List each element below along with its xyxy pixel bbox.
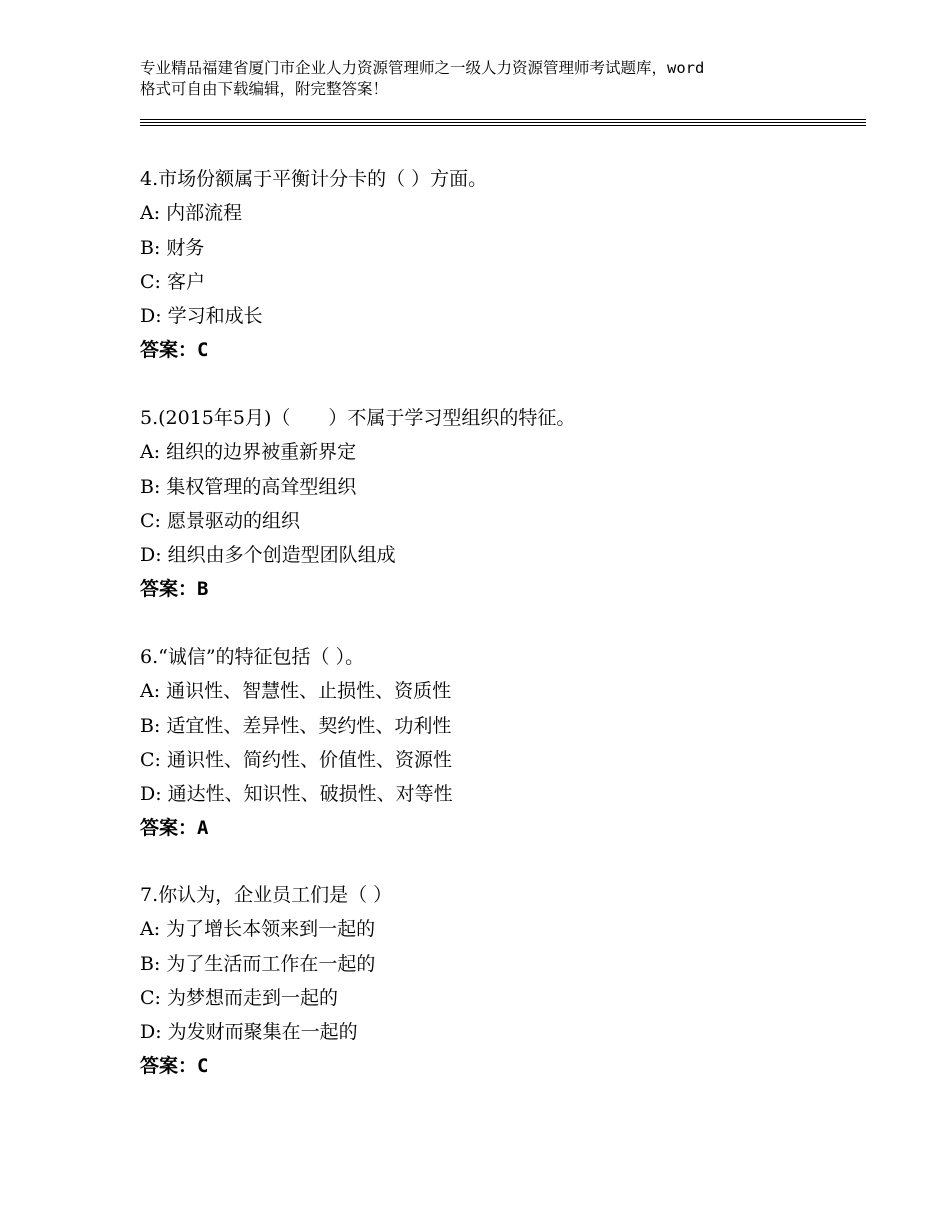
option-b: B: 集权管理的高耸型组织 <box>140 475 357 498</box>
answer-line: 答案：B <box>140 578 209 601</box>
option-a: A: 通识性、智慧性、止损性、资质性 <box>140 680 452 703</box>
header-divider-line-1 <box>140 119 866 120</box>
question-stem: 5.(2015年5月)（ ）不属于学习型组织的特征。 <box>140 407 576 429</box>
option-b: B: 财务 <box>140 236 205 259</box>
header-title-line-1: 专业精品福建省厦门市企业人力资源管理师之一级人力资源管理师考试题库，word <box>140 59 705 77</box>
question-stem: 7.你认为，企业员工们是（ ） <box>140 884 393 906</box>
option-d: D: 组织由多个创造型团队组成 <box>140 544 396 567</box>
question-7 <box>140 878 860 1084</box>
option-a: A: 内部流程 <box>140 202 243 225</box>
option-c: C: 愿景驱动的组织 <box>140 509 300 532</box>
question-stem: 4.市场份额属于平衡计分卡的（ ）方面。 <box>140 168 488 190</box>
option-b: B: 适宜性、差异性、契约性、功利性 <box>140 714 452 737</box>
option-a: A: 组织的边界被重新界定 <box>140 441 357 464</box>
question-4 <box>140 162 860 368</box>
answer-line: 答案：C <box>140 1055 209 1078</box>
option-d: D: 学习和成长 <box>140 305 263 328</box>
document-header <box>140 58 840 100</box>
option-c: C: 通识性、简约性、价值性、资源性 <box>140 748 452 771</box>
header-divider-line-2 <box>140 122 866 123</box>
answer-line: 答案：C <box>140 339 209 362</box>
question-stem: 6.“诚信”的特征包括（ ）。 <box>140 646 365 668</box>
option-c: C: 为梦想而走到一起的 <box>140 986 338 1009</box>
option-a: A: 为了增长本领来到一起的 <box>140 918 376 941</box>
header-divider-line-3 <box>140 125 866 126</box>
option-b: B: 为了生活而工作在一起的 <box>140 952 376 975</box>
option-d: D: 通达性、知识性、破损性、对等性 <box>140 783 453 806</box>
header-title-line-2: 格式可自由下载编辑，附完整答案！ <box>140 80 389 98</box>
question-5 <box>140 401 860 607</box>
question-6 <box>140 640 860 846</box>
option-c: C: 客户 <box>140 270 205 293</box>
option-d: D: 为发财而聚集在一起的 <box>140 1021 358 1044</box>
answer-line: 答案：A <box>140 817 209 840</box>
